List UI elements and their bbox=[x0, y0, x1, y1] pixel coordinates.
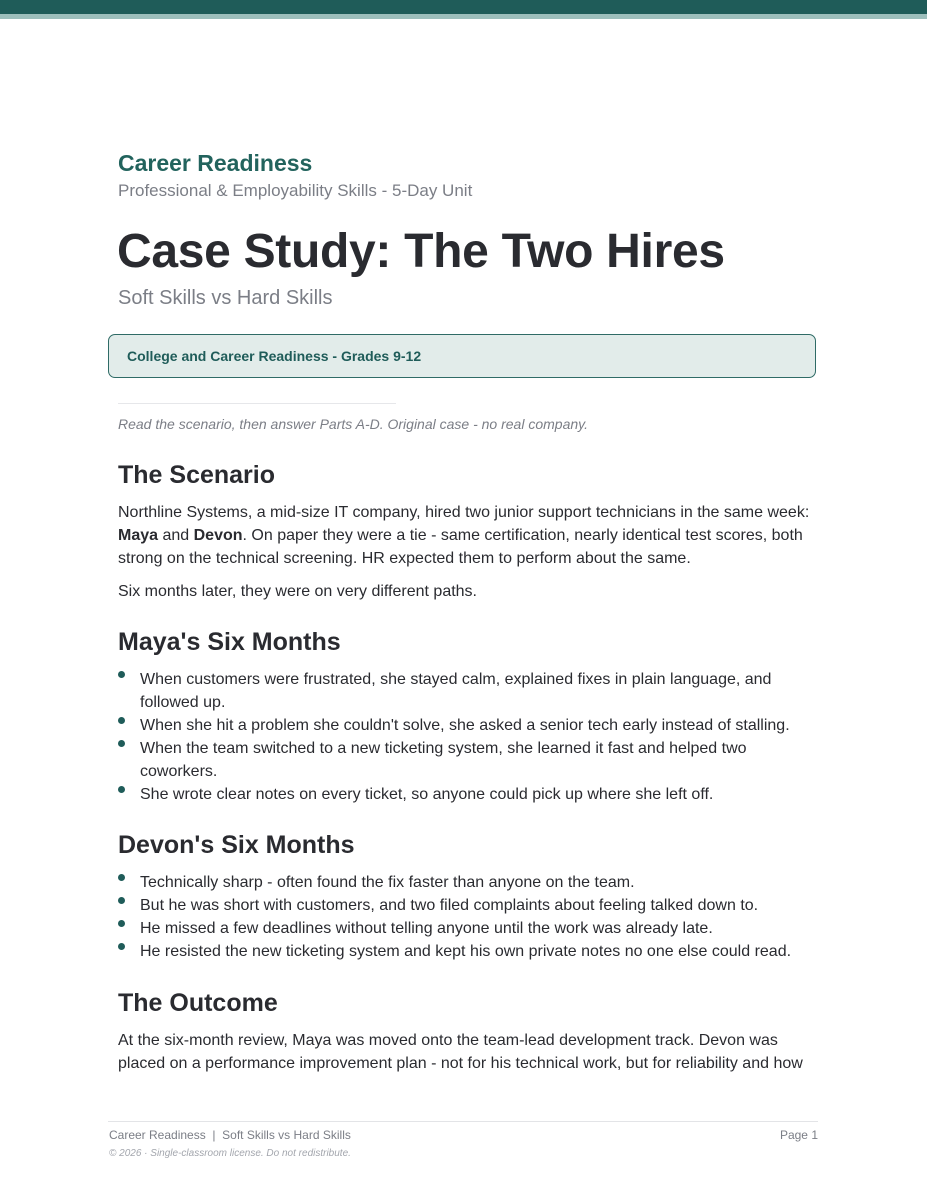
devon-list bbox=[118, 871, 808, 963]
list-item: He resisted the new ticketing system and kept his own private notes no one else could read. bbox=[118, 940, 808, 963]
name-maya: Maya bbox=[118, 527, 159, 544]
name-devon: Devon bbox=[193, 527, 243, 544]
devon-heading: Devon's Six Months bbox=[118, 831, 355, 859]
top-accent-stripe bbox=[0, 14, 927, 19]
maya-heading: Maya's Six Months bbox=[118, 628, 341, 656]
scenario-paragraph-2: Six months later, they were on very different paths. bbox=[118, 583, 477, 600]
outcome-paragraph: At the six-month review, Maya was moved onto the team-lead development track. Devon was placed on a performance improvement plan - not for his technical work, but for reliability and how bbox=[118, 1032, 803, 1072]
grade-badge-label: College and Career Readiness - Grades 9-12 bbox=[127, 348, 422, 364]
bullet-icon bbox=[118, 740, 125, 747]
list-item: When customers were frustrated, she stayed calm, explained fixes in plain language, and followed up. bbox=[118, 668, 808, 714]
top-accent-bar bbox=[0, 0, 927, 14]
list-item: But he was short with customers, and two filed complaints about feeling talked down to. bbox=[118, 894, 808, 917]
footer-divider bbox=[108, 1121, 818, 1122]
grade-badge bbox=[108, 334, 816, 378]
list-item: He missed a few deadlines without telling anyone until the work was already late. bbox=[118, 917, 808, 940]
page-title: Case Study: The Two Hires bbox=[117, 225, 725, 278]
outcome-heading: The Outcome bbox=[118, 989, 278, 1017]
scenario-heading: The Scenario bbox=[118, 461, 275, 489]
page-subtitle: Soft Skills vs Hard Skills bbox=[118, 287, 333, 309]
bullet-icon bbox=[118, 897, 125, 904]
footer-title: Career Readiness | Soft Skills vs Hard Skills bbox=[109, 1128, 351, 1142]
bullet-icon bbox=[118, 874, 125, 881]
copyright-notice: © 2026 · Single-classroom license. Do not redistribute. bbox=[109, 1148, 351, 1159]
instructions: Read the scenario, then answer Parts A-D. Original case - no real company. bbox=[118, 416, 588, 432]
divider bbox=[118, 403, 396, 404]
course-subtitle: Professional & Employability Skills - 5-Day Unit bbox=[118, 181, 473, 200]
list-item: Technically sharp - often found the fix faster than anyone on the team. bbox=[118, 871, 808, 894]
bullet-icon bbox=[118, 717, 125, 724]
list-item: When the team switched to a new ticketing system, she learned it fast and helped two coworkers. bbox=[118, 737, 808, 783]
course-brand: Career Readiness bbox=[118, 150, 313, 176]
list-item: When she hit a problem she couldn't solve, she asked a senior tech early instead of stalling. bbox=[118, 714, 808, 737]
scenario-paragraph: Northline Systems, a mid-size IT company, hired two junior support technicians in the same week: Maya and Devon. On paper they were a tie - same certification, nearly identical test scores, both strong on the technical screening. HR expected them to perform about the same. bbox=[118, 504, 810, 567]
bullet-icon bbox=[118, 920, 125, 927]
bullet-icon bbox=[118, 786, 125, 793]
bullet-icon bbox=[118, 943, 125, 950]
list-item: She wrote clear notes on every ticket, so anyone could pick up where she left off. bbox=[118, 783, 808, 806]
page-number: Page 1 bbox=[779, 1128, 818, 1142]
maya-list bbox=[118, 668, 808, 806]
bullet-icon bbox=[118, 671, 125, 678]
